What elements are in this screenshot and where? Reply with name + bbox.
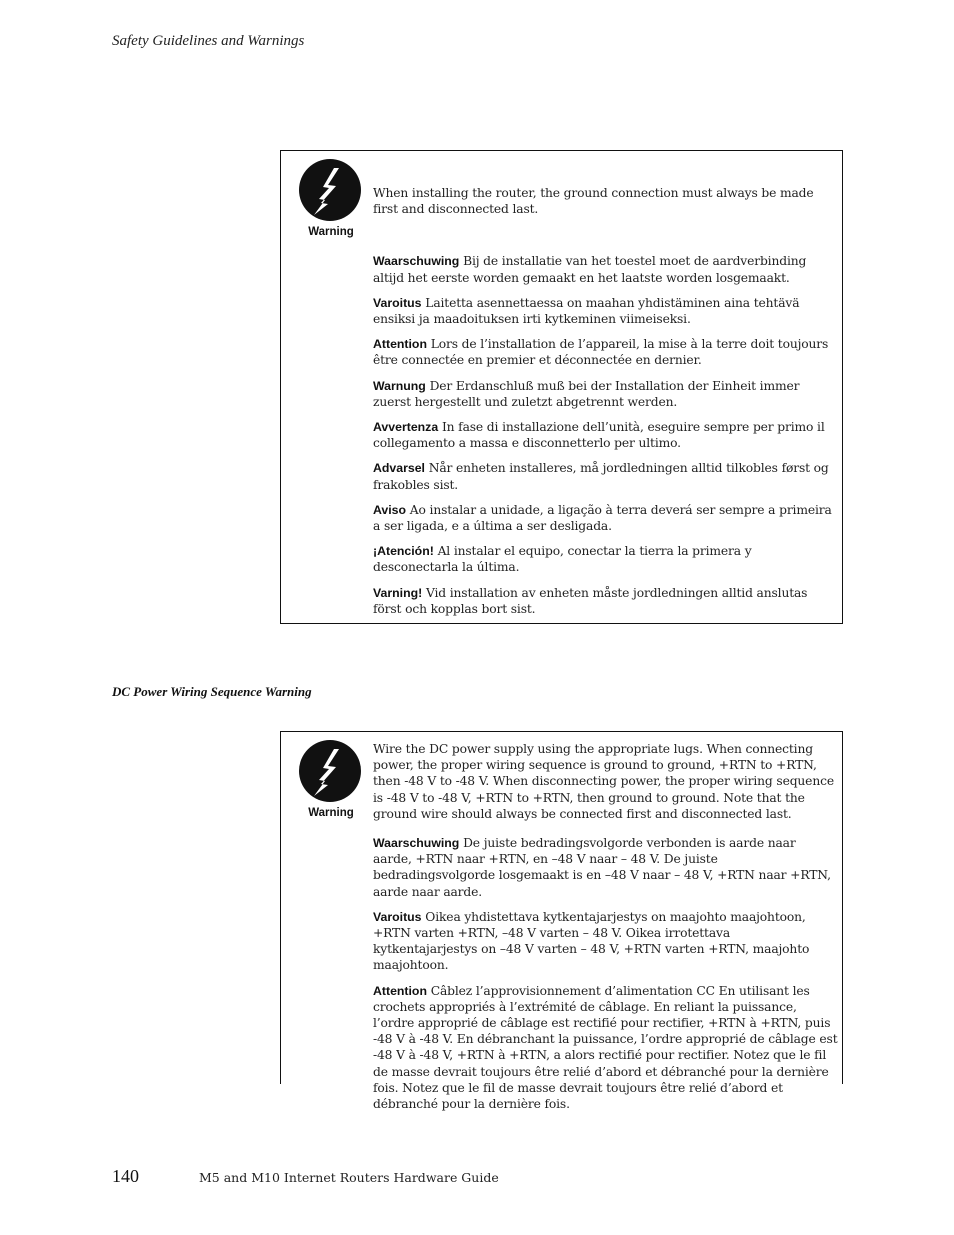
translation-swedish: Varning! Vid installation av enheten måste jordledningen alltid anslutas först och kopplas bort sist.	[373, 585, 808, 616]
running-head: Safety Guidelines and Warnings	[112, 33, 305, 49]
language-label: Advarsel	[373, 461, 425, 476]
language-label: Varoitus	[373, 295, 422, 310]
footer-title: M5 and M10 Internet Routers Hardware Guide	[199, 1170, 499, 1185]
warning-label: Warning	[308, 226, 354, 238]
translation-french: Attention Lors de l’installation de l’appareil, la mise à la terre doit toujours être connectée en premier et déconnectée en dernier.	[373, 337, 829, 368]
translation-portuguese: Aviso Ao instalar a unidade, a ligação à terra deverá ser sempre a primeira a ser ligada, e a última a ser desligada.	[373, 502, 832, 534]
translation-dutch: Waarschuwing Bij de installatie van het toestel moet de aardverbinding altijd het eerste worden gemaakt en het laatste worden losgemaakt.	[373, 254, 807, 285]
language-label: Varning!	[373, 585, 423, 600]
ground-connection-warning-box	[280, 150, 843, 624]
translation-norwegian: Advarsel Når enheten installeres, må jordledningen alltid tilkobles først og frakobles sist.	[373, 461, 829, 492]
warning-lead-text: Wire the DC power supply using the appropriate lugs. When connecting power, the proper wiring sequence is ground to ground, +RTN to +RTN, then -48 V to -48 V. When disconnecting power, the proper wiring sequence is -48 V to -48 V, +RTN to +RTN, then ground to ground. Note that the ground wire should always be connected first and disconnected last.	[373, 742, 834, 821]
section-heading: DC Power Wiring Sequence Warning	[112, 684, 312, 699]
translation-italian: Avvertenza In fase di installazione dell’unità, eseguire sempre per primo il collegamento a massa e disconnetterlo per ultimo.	[373, 420, 825, 451]
language-label: Attention	[373, 983, 427, 998]
warning-text	[373, 185, 838, 626]
translation-finnish: Varoitus Oikea yhdistettava kytkentajarjestys on maajohto maajohtoon, +RTN varten +RTN, –48 V varten – 48 V. Oikea irrotettava kytkentajarjestys on –48 V varten – 48 V, +RTN varten +RTN, maajohto maajohtoon.	[373, 909, 810, 973]
language-label: ¡Atención!	[373, 544, 434, 559]
language-label: Waarschuwing	[373, 254, 460, 269]
warning-text	[373, 741, 838, 1121]
language-label: Avvertenza	[373, 420, 439, 435]
warning-lead-text: When installing the router, the ground connection must always be made first and disconnected last.	[373, 186, 814, 217]
language-label: Warnung	[373, 378, 426, 393]
language-label: Aviso	[373, 502, 407, 517]
translation-dutch: Waarschuwing De juiste bedradingsvolgorde verbonden is aarde naar aarde, +RTN naar +RTN, en –48 V naar – 48 V. De juiste bedradingsvolgorde losgemaakt is en –48 V naar – 48 V, +RTN naar +RTN, aarde naar aarde.	[373, 836, 831, 899]
translation-german: Warnung Der Erdanschluß muß bei der Installation der Einheit immer zuerst hergestellt und zuletzt abgetrennt werden.	[373, 378, 800, 409]
language-label: Attention	[373, 337, 427, 352]
dc-wiring-warning-box	[280, 731, 843, 1112]
translation-french: Attention Câblez l’approvisionnement d’alimentation CC En utilisant les crochets appropriés à l’extrémité de câblage. En reliant la puissance, l’ordre approprié de câblage est rectifié pour rectifier, +RTN à +RTN, puis -48 V à -48 V. En débranchant la puissance, l’ordre approprié de câblage est -48 V à -48 V, +RTN à +RTN, a alors rectifié pour rectifier. Notez que le fil de masse devrait toujours être relié d’abord et débranché pour la dernière fois. Notez que le fil de masse devrait toujours être relié d’abord et débranché pour la dernière fois.	[373, 983, 838, 1112]
language-label: Waarschuwing	[373, 836, 460, 851]
lightning-bolt-icon	[299, 740, 361, 802]
page-number: 140	[112, 1166, 139, 1186]
translation-finnish: Varoitus Laitetta asennettaessa on maahan yhdistäminen aina tehtävä ensiksi ja maadoituksen irti kytkeminen viimeiseksi.	[373, 295, 800, 327]
translation-spanish: ¡Atención! Al instalar el equipo, conectar la tierra la primera y desconectarla la última.	[373, 544, 752, 575]
language-label: Varoitus	[373, 909, 422, 924]
lightning-bolt-icon	[299, 159, 361, 221]
warning-label: Warning	[308, 807, 354, 819]
